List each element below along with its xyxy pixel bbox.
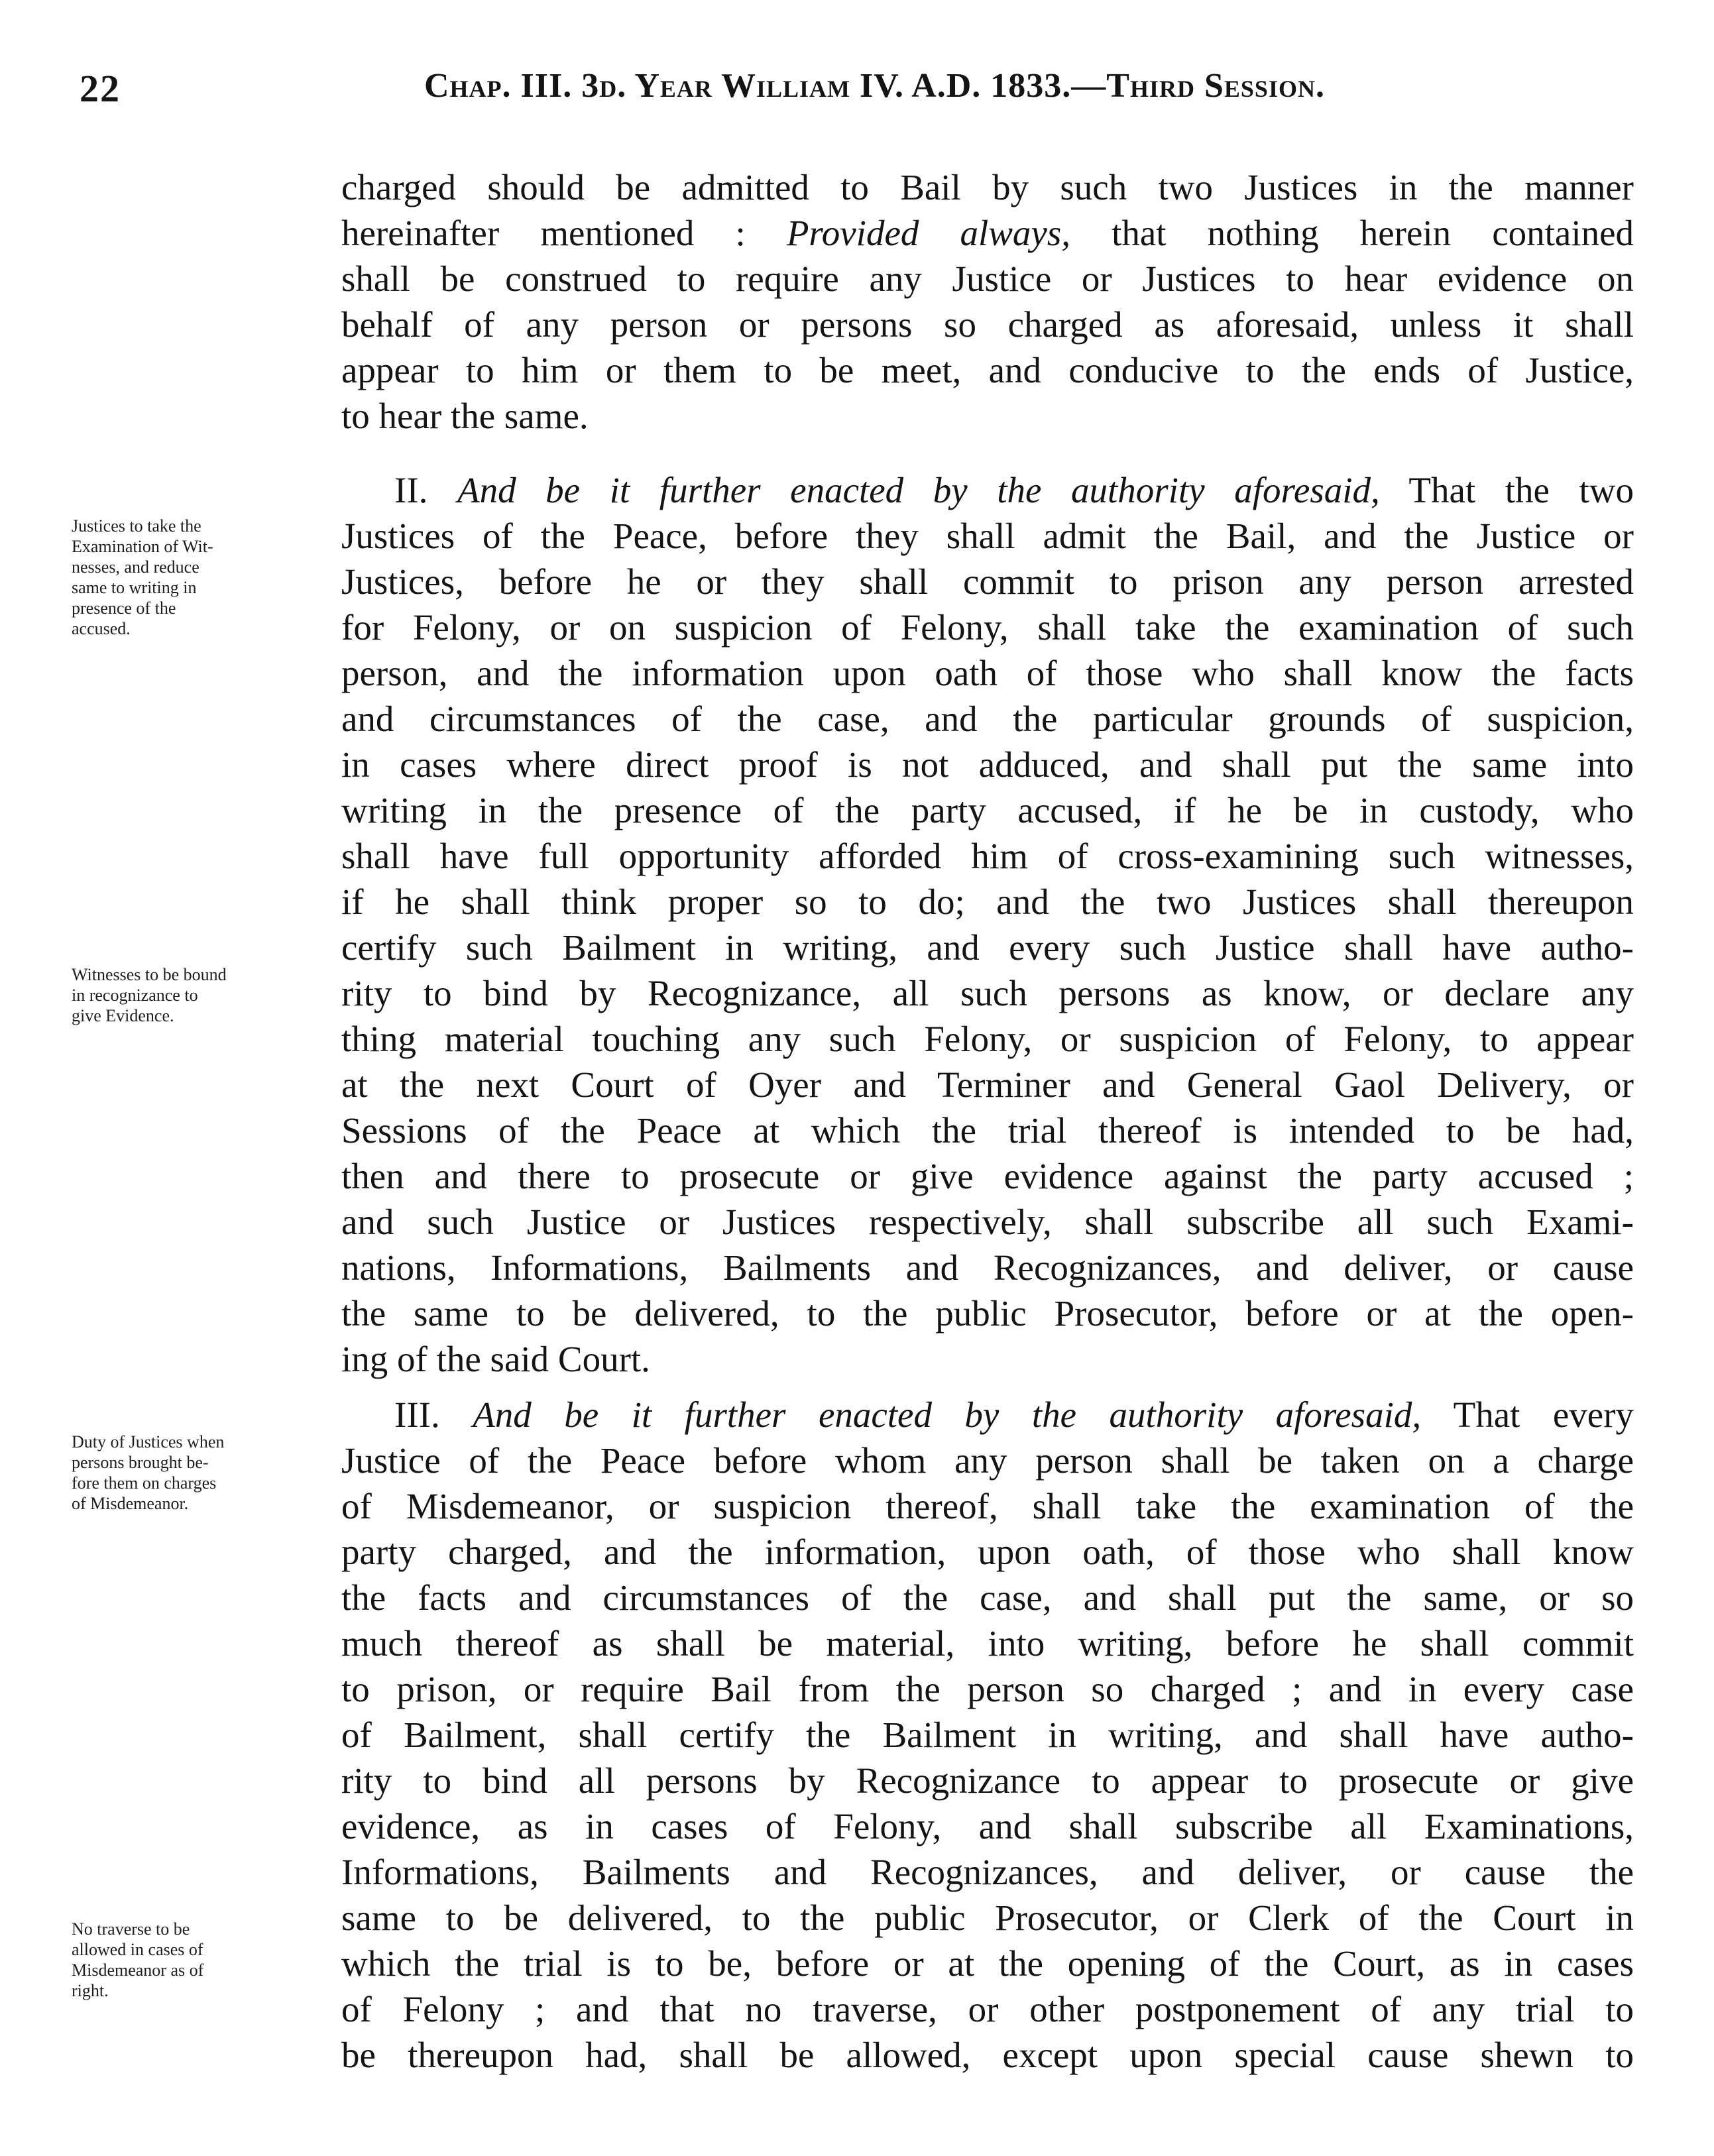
page-number: 22 [80,67,121,110]
margin-note-line: Duty of Justices when [72,1432,225,1451]
text-line: charged should be admitted to Bail by such two Justices in the manner [341,167,1634,207]
running-head: Chap. III. 3d. Year William IV. A.D. 1833.—Third Session. [424,67,1325,105]
margin-note-line: No traverse to be [72,1919,190,1939]
margin-note-line: accused. [72,619,131,638]
text-line: in cases where direct proof is not adduced, and shall put the same into [341,744,1634,785]
margin-note-witnesses-bound [72,964,323,1026]
text-line: Informations, Bailments and Recognizances, and deliver, or cause the [341,1852,1634,1892]
text-segment: That the two [1379,470,1634,510]
text-line: be thereupon had, shall be allowed, except upon special cause shewn to [341,2035,1634,2075]
margin-note-line: nesses, and reduce [72,557,200,577]
section-numeral: III. [394,1394,440,1435]
margin-note-line: of Misdemeanor. [72,1494,189,1513]
text-line: which the trial is to be, before or at the opening of the Court, as in cases [341,1943,1634,1984]
margin-note-line: same to writing in [72,578,197,597]
text-line: if he shall think proper so to do; and the two Justices shall thereupon [341,881,1634,922]
text-line: Justices of the Peace, before they shall admit the Bail, and the Justice or [341,516,1634,556]
text-line: then and there to prosecute or give evidence against the party accused ; [341,1156,1634,1196]
margin-note-line: right. [72,1981,109,2000]
text-segment: hereinafter mentioned : [341,213,787,253]
text-line: Sessions of the Peace at which the trial thereof is intended to be had, [341,1110,1634,1151]
margin-note-line: Witnesses to be bound [72,965,227,984]
text-line: nations, Informations, Bailments and Recognizances, and deliver, or cause [341,1247,1634,1288]
margin-note-line: presence of the [72,598,176,618]
text-line: and such Justice or Justices respectively, shall subscribe all such Exami- [341,1202,1634,1242]
text-line: of Bailment, shall certify the Bailment in writing, and shall have autho- [341,1715,1634,1755]
text-line: for Felony, or on suspicion of Felony, shall take the examination of such [341,607,1634,648]
text-line: ing of the said Court. [341,1339,650,1379]
text-line: rity to bind by Recognizance, all such persons as know, or declare any [341,973,1634,1013]
text-line: of Misdemeanor, or suspicion thereof, shall take the examination of the [341,1486,1634,1526]
text-line: thing material touching any such Felony, or suspicion of Felony, to appear [341,1019,1634,1059]
text-line: party charged, and the information, upon oath, of those who shall know [341,1532,1634,1572]
section-opening-line [341,467,1634,513]
text-line: appear to him or them to be meet, and conducive to the ends of Justice, [341,350,1634,390]
section-3 [341,1392,1634,2078]
text-line: writing in the presence of the party accused, if he be in custody, who [341,790,1634,830]
text-line: much thereof as shall be material, into writing, before he shall commit [341,1623,1634,1664]
text-line: Justices, before he or they shall commit to prison any person arrested [341,561,1634,602]
enacting-clause: And be it further enacted by the authority aforesaid, [457,470,1380,510]
text-line: person, and the information upon oath of those who shall know the facts [341,653,1634,693]
margin-note-line: in recognizance to [72,986,198,1005]
margin-note-duty-of-justices [72,1432,323,1514]
text-line: to hear the same. [341,396,589,436]
margin-note-line: give Evidence. [72,1006,174,1025]
section-2 [341,467,1634,1382]
text-line: shall be construed to require any Justice or Justices to hear evidence on [341,258,1634,299]
text-segment: That every [1421,1394,1634,1435]
text-line: to prison, or require Bail from the person so charged ; and in every case [341,1669,1634,1709]
text-line: behalf of any person or persons so charged as aforesaid, unless it shall [341,304,1634,345]
text-line [341,210,1634,256]
enacting-clause: And be it further enacted by the authority aforesaid, [473,1394,1422,1435]
text-line: and circumstances of the case, and the particular grounds of suspicion, [341,699,1634,739]
text-line: certify such Bailment in writing, and every such Justice shall have autho- [341,927,1634,968]
paragraph-continuation [341,164,1634,439]
margin-note-examination-of-witnesses [72,516,323,639]
section-opening-line [341,1392,1634,1438]
text-line: same to be delivered, to the public Prosecutor, or Clerk of the Court in [341,1898,1634,1938]
text-segment: that nothing herein contained [1112,213,1634,253]
text-line: evidence, as in cases of Felony, and shall subscribe all Examinations, [341,1806,1634,1846]
text-line: of Felony ; and that no traverse, or other postponement of any trial to [341,1989,1634,2029]
text-line: at the next Court of Oyer and Terminer and General Gaol Delivery, or [341,1064,1634,1105]
text-line: rity to bind all persons by Recognizance to appear to prosecute or give [341,1760,1634,1801]
text-line: Justice of the Peace before whom any person shall be taken on a charge [341,1440,1634,1481]
text-line: the facts and circumstances of the case, and shall put the same, or so [341,1577,1634,1618]
margin-note-line: persons brought be- [72,1453,209,1472]
italic-proviso: Provided always, [786,213,1070,253]
text-line: the same to be delivered, to the public Prosecutor, before or at the open- [341,1293,1634,1333]
margin-note-line: Misdemeanor as of [72,1960,204,1980]
margin-note-line: Justices to take the [72,516,201,536]
margin-note-line: Examination of Wit- [72,537,213,556]
margin-note-line: fore them on charges [72,1473,217,1493]
text-line: shall have full opportunity afforded him of cross-examining such witnesses, [341,836,1634,876]
margin-note-line: allowed in cases of [72,1940,203,1959]
section-numeral: II. [394,470,428,510]
margin-note-no-traverse [72,1919,323,2001]
